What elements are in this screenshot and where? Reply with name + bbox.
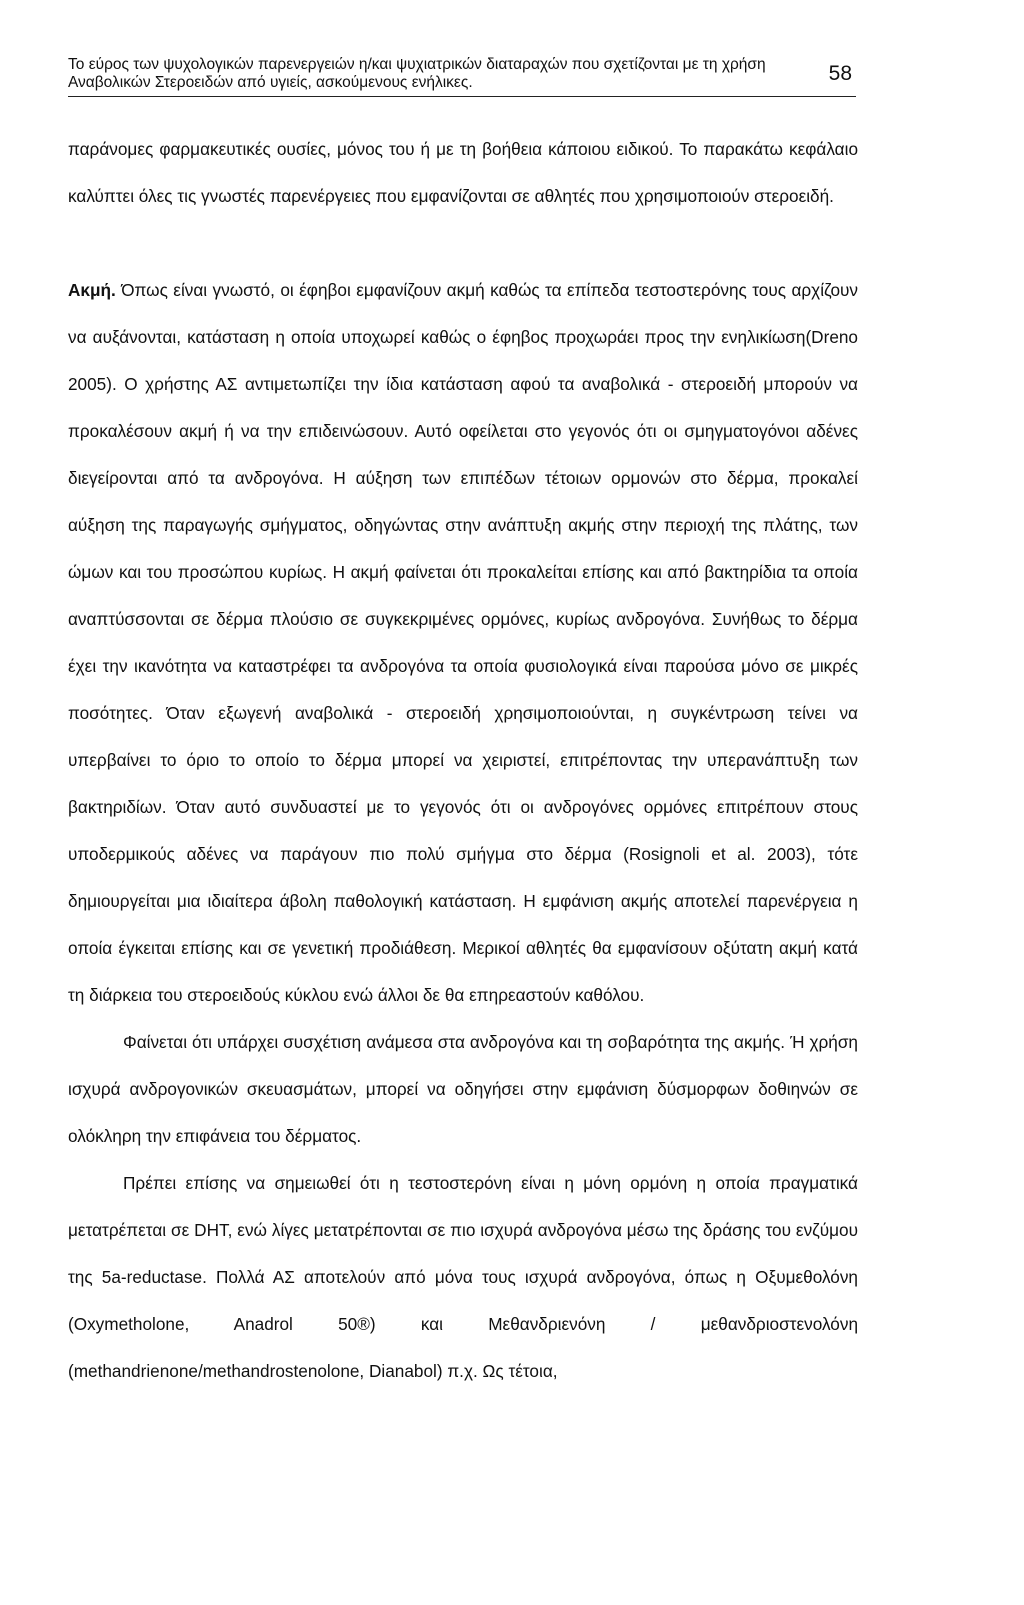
paragraph-androgens-severity: Φαίνεται ότι υπάρχει συσχέτιση ανάμεσα στα ανδρογόνα και τη σοβαρότητα της ακμής. Ή χρήση ισχυρά ανδρογονικών σκευασμάτων, μπορεί να οδηγήσει στην εμφάνιση δύσμορφων δοθιηνών σε ολόκληρη την επιφάνεια του δέρματος. [68, 1032, 858, 1146]
section-heading-acne: Ακμή. [68, 280, 116, 300]
running-header: Το εύρος των ψυχολογικών παρενεργειών η/και ψυχιατρικών διαταραχών που σχετίζονται με τη χρήση Αναβολικών Στεροειδών από υγιείς, ασκούμενους ενήλικες. [68, 56, 766, 91]
paragraph-acne [68, 267, 858, 1019]
paragraph-dht: Πρέπει επίσης να σημειωθεί ότι η τεστοστερόνη είναι η μόνη ορμόνη η οποία πραγματικά μετατρέπεται σε DHT, ενώ λίγες μετατρέπονται σε πιο ισχυρά ανδρογόνα μέσω της δράσης του ενζύμου της 5a-reductase. Πολλά ΑΣ αποτελούν από μόνα τους ισχυρά ανδρογόνα, όπως η Οξυμεθολόνη (Oxymetholone, Anadrol 50®) και Μεθανδριενόνη / μεθανδριοστενολόνη (methandrienone/methandrostenolone, Dianabol) π.χ. Ως τέτοια, [68, 1173, 858, 1381]
body-text [68, 126, 858, 1395]
paragraph-intro: παράνομες φαρμακευτικές ουσίες, μόνος του ή με τη βοήθεια κάποιου ειδικού. Το παρακάτω κεφάλαιο καλύπτει όλες τις γνωστές παρενέργειες που εμφανίζονται σε αθλητές που χρησιμοποιούν στεροειδή. [68, 139, 858, 206]
page-number: 58 [828, 62, 852, 85]
paragraph-acne-text: Όπως είναι γνωστό, οι έφηβοι εμφανίζουν ακμή καθώς τα επίπεδα τεστοστερόνης τους αρχίζουν να αυξάνονται, κατάσταση η οποία υποχωρεί καθώς ο έφηβος προχωράει προς την ενηλικίωση(Dreno 2005). Ο χρήστης ΑΣ αντιμετωπίζει την ίδια κατάσταση αφού τα αναβολικά - στεροειδή μπορούν να προκαλέσουν ακμή ή να την επιδεινώσουν. Αυτό οφείλεται στο γεγονός ότι οι σμηγματογόνοι αδένες διεγείρονται από τα ανδρογόνα. Η αύξηση των επιπέδων τέτοιων ορμονών στο δέρμα, προκαλεί αύξηση της παραγωγής σμήγματος, οδηγώντας στην ανάπτυξη ακμής στην περιοχή της πλάτης, των ώμων και του προσώπου κυρίως. Η ακμή φαίνεται ότι προκαλείται επίσης και από βακτηρίδια τα οποία αναπτύσσονται σε δέρμα πλούσιο σε συγκεκριμένες ορμόνες, κυρίως ανδρογόνα. Συνήθως το δέρμα έχει την ικανότητα να καταστρέφει τα ανδρογόνα τα οποία φυσιολογικά είναι παρούσα μόνο σε μικρές ποσότητες. Όταν εξωγενή αναβολικά - στεροειδή χρησιμοποιούνται, η συγκέντρωση τείνει να υπερβαίνει το όριο το οποίο το δέρμα μπορεί να χειριστεί, επιτρέποντας την υπερανάπτυξη των βακτηριδίων. Όταν αυτό συνδυαστεί με το γεγονός ότι οι ανδρογόνες ορμόνες επιτρέπουν στους υποδερμικούς αδένες να παράγουν πιο πολύ σμήγμα στο δέρμα (Rosignoli et al. 2003), τότε δημιουργείται μια ιδιαίτερα άβολη παθολογική κατάσταση. Η εμφάνιση ακμής αποτελεί παρενέργεια η οποία έγκειται επίσης και σε γενετική προδιάθεση. Μερικοί αθλητές θα εμφανίσουν οξύτατη ακμή κατά τη διάρκεια του στεροειδούς κύκλου ενώ άλλοι δε θα επηρεαστούν καθόλου. [68, 280, 858, 1005]
header-divider [68, 96, 856, 97]
